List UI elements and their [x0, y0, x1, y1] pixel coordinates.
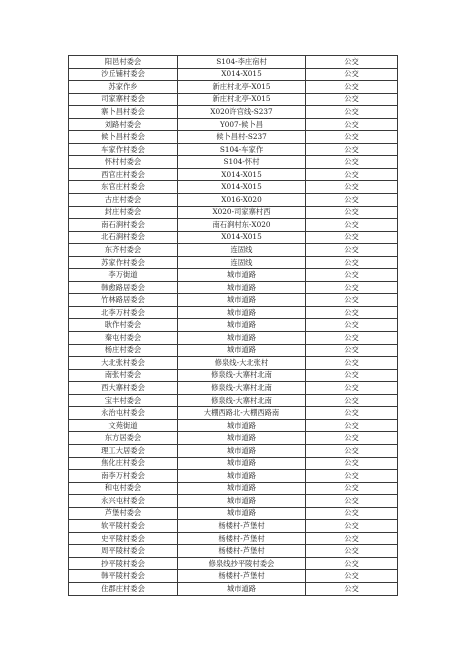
- route-cell: Y007-候卜昌: [178, 118, 306, 131]
- route-cell: X014-X015: [178, 168, 306, 181]
- village-committee-cell: 李万街道: [69, 269, 178, 282]
- table-row: [69, 369, 398, 382]
- table-row: [69, 181, 398, 194]
- transport-type-cell: 公交: [306, 444, 398, 457]
- route-cell: S104-李庄宿村: [178, 56, 306, 69]
- table-row: [69, 570, 398, 583]
- transport-type-cell: 公交: [306, 231, 398, 244]
- village-committee-cell: 理工大居委会: [69, 444, 178, 457]
- table-row: [69, 319, 398, 332]
- village-committee-cell: 南石涧村委会: [69, 219, 178, 232]
- village-committee-cell: 大北张村委会: [69, 357, 178, 370]
- village-committee-cell: 住郡庄村委会: [69, 582, 178, 595]
- transport-type-cell: 公交: [306, 156, 398, 169]
- transport-type-cell: 公交: [306, 570, 398, 583]
- transport-type-cell: 公交: [306, 68, 398, 81]
- village-committee-cell: 苏家作村委会: [69, 256, 178, 269]
- route-cell: 修泉线-大寨村北南: [178, 369, 306, 382]
- table-row: [69, 394, 398, 407]
- route-cell: X014-X015: [178, 181, 306, 194]
- table-row: [69, 244, 398, 257]
- transport-type-cell: 公交: [306, 344, 398, 357]
- table-row: [69, 495, 398, 508]
- village-committee-cell: 史平陵村委会: [69, 532, 178, 545]
- transport-type-cell: 公交: [306, 294, 398, 307]
- village-committee-cell: 耿作村委会: [69, 319, 178, 332]
- table-row: [69, 256, 398, 269]
- table-row: [69, 419, 398, 432]
- table-row: [69, 206, 398, 219]
- transport-type-cell: 公交: [306, 143, 398, 156]
- village-committee-cell: 司家寨村委会: [69, 93, 178, 106]
- village-committee-cell: 韩愈路居委会: [69, 281, 178, 294]
- route-cell: 城市道路: [178, 582, 306, 595]
- transport-type-cell: 公交: [306, 532, 398, 545]
- transport-type-cell: 公交: [306, 470, 398, 483]
- table-row: [69, 432, 398, 445]
- village-committee-cell: 苏家作乡: [69, 81, 178, 94]
- route-cell: 杨楼村-芦堡村: [178, 532, 306, 545]
- table-row: [69, 407, 398, 420]
- table-row: [69, 457, 398, 470]
- route-cell: 城市道路: [178, 294, 306, 307]
- table-row: [69, 532, 398, 545]
- transport-type-cell: 公交: [306, 369, 398, 382]
- transport-type-cell: 公交: [306, 520, 398, 533]
- transport-type-cell: 公交: [306, 419, 398, 432]
- route-cell: 杨楼村-芦堡村: [178, 520, 306, 533]
- village-committee-cell: 封庄村委会: [69, 206, 178, 219]
- transport-type-cell: 公交: [306, 194, 398, 207]
- village-committee-cell: 南李万村委会: [69, 470, 178, 483]
- route-cell: 城市道路: [178, 332, 306, 345]
- table-row: [69, 168, 398, 181]
- transport-type-cell: 公交: [306, 457, 398, 470]
- table-row: [69, 357, 398, 370]
- village-committee-cell: 东方居委会: [69, 432, 178, 445]
- transport-type-cell: 公交: [306, 56, 398, 69]
- village-committee-cell: 芦堡村委会: [69, 507, 178, 520]
- village-committee-cell: 竹林路居委会: [69, 294, 178, 307]
- table-row: [69, 281, 398, 294]
- route-cell: S104-怀村: [178, 156, 306, 169]
- route-cell: 修泉线-大寨村北南: [178, 382, 306, 395]
- transport-type-cell: 公交: [306, 495, 398, 508]
- village-committee-cell: 怀村村委会: [69, 156, 178, 169]
- transport-type-cell: 公交: [306, 131, 398, 144]
- transport-type-cell: 公交: [306, 507, 398, 520]
- route-cell: S104-车家作: [178, 143, 306, 156]
- village-committee-cell: 东齐村委会: [69, 244, 178, 257]
- village-committee-cell: 候卜昌村委会: [69, 131, 178, 144]
- route-cell: 连固线: [178, 244, 306, 257]
- transport-type-cell: 公交: [306, 168, 398, 181]
- village-committee-cell: 车家作村委会: [69, 143, 178, 156]
- transport-type-cell: 公交: [306, 93, 398, 106]
- village-committee-cell: 永治屯村委会: [69, 407, 178, 420]
- table-row: [69, 545, 398, 558]
- table-row: [69, 507, 398, 520]
- table-row: [69, 482, 398, 495]
- village-committee-cell: 寨卜昌村委会: [69, 106, 178, 119]
- route-cell: 杨楼村-芦堡村: [178, 570, 306, 583]
- transport-type-cell: 公交: [306, 332, 398, 345]
- route-cell: 修泉线-大寨村北南: [178, 394, 306, 407]
- transport-type-cell: 公交: [306, 118, 398, 131]
- table-row: [69, 582, 398, 595]
- village-committee-cell: 宝丰村委会: [69, 394, 178, 407]
- route-table: [68, 55, 398, 596]
- route-cell: 新庄村北亭-X015: [178, 93, 306, 106]
- route-cell: 杨楼村-芦堡村: [178, 545, 306, 558]
- transport-type-cell: 公交: [306, 545, 398, 558]
- route-cell: X016-X020: [178, 194, 306, 207]
- transport-type-cell: 公交: [306, 394, 398, 407]
- transport-type-cell: 公交: [306, 482, 398, 495]
- route-cell: 城市道路: [178, 495, 306, 508]
- route-cell: 城市道路: [178, 470, 306, 483]
- route-cell: 城市道路: [178, 507, 306, 520]
- transport-type-cell: 公交: [306, 106, 398, 119]
- village-committee-cell: 阳邑村委会: [69, 56, 178, 69]
- village-committee-cell: 西大寨村委会: [69, 382, 178, 395]
- transport-type-cell: 公交: [306, 319, 398, 332]
- transport-type-cell: 公交: [306, 432, 398, 445]
- village-committee-cell: 北石涧村委会: [69, 231, 178, 244]
- route-cell: 连固线: [178, 256, 306, 269]
- table-row: [69, 156, 398, 169]
- route-cell: 城市道路: [178, 457, 306, 470]
- transport-type-cell: 公交: [306, 306, 398, 319]
- village-committee-cell: 沙丘铺村委会: [69, 68, 178, 81]
- table-row: [69, 332, 398, 345]
- table-row: [69, 344, 398, 357]
- route-cell: 城市道路: [178, 444, 306, 457]
- village-committee-cell: 古庄村委会: [69, 194, 178, 207]
- route-cell: 大棚西路北-大棚西路南: [178, 407, 306, 420]
- transport-type-cell: 公交: [306, 219, 398, 232]
- transport-type-cell: 公交: [306, 181, 398, 194]
- transport-type-cell: 公交: [306, 269, 398, 282]
- route-cell: 城市道路: [178, 269, 306, 282]
- route-cell: 新庄村北亭-X015: [178, 81, 306, 94]
- route-cell: X014-X015: [178, 231, 306, 244]
- table-row: [69, 219, 398, 232]
- route-cell: 南石涧村东-X020: [178, 219, 306, 232]
- village-committee-cell: 杨庄村委会: [69, 344, 178, 357]
- transport-type-cell: 公交: [306, 557, 398, 570]
- village-committee-cell: 韩平陵村委会: [69, 570, 178, 583]
- transport-type-cell: 公交: [306, 357, 398, 370]
- table-row: [69, 306, 398, 319]
- village-committee-cell: 和屯村委会: [69, 482, 178, 495]
- table-row: [69, 143, 398, 156]
- route-cell: 城市道路: [178, 281, 306, 294]
- table-row: [69, 68, 398, 81]
- table-row: [69, 231, 398, 244]
- village-committee-cell: 东官庄村委会: [69, 181, 178, 194]
- village-committee-cell: 周平陵村委会: [69, 545, 178, 558]
- route-cell: X020-司家寨村西: [178, 206, 306, 219]
- village-committee-cell: 永兴屯村委会: [69, 495, 178, 508]
- table-row: [69, 194, 398, 207]
- transport-type-cell: 公交: [306, 81, 398, 94]
- table-body: [69, 56, 398, 596]
- route-cell: 城市道路: [178, 419, 306, 432]
- table-row: [69, 131, 398, 144]
- table-row: [69, 269, 398, 282]
- route-cell: 城市道路: [178, 344, 306, 357]
- table-row: [69, 93, 398, 106]
- transport-type-cell: 公交: [306, 281, 398, 294]
- transport-type-cell: 公交: [306, 382, 398, 395]
- route-cell: 修泉线抄平陵村委会: [178, 557, 306, 570]
- table-row: [69, 444, 398, 457]
- village-committee-cell: 南张村委会: [69, 369, 178, 382]
- village-committee-cell: 西官庄村委会: [69, 168, 178, 181]
- table-row: [69, 294, 398, 307]
- transport-type-cell: 公交: [306, 206, 398, 219]
- village-committee-cell: 刘路村委会: [69, 118, 178, 131]
- table-row: [69, 106, 398, 119]
- route-cell: 城市道路: [178, 482, 306, 495]
- village-committee-cell: 软平陵村委会: [69, 520, 178, 533]
- village-committee-cell: 焦化庄村委会: [69, 457, 178, 470]
- route-cell: 城市道路: [178, 319, 306, 332]
- table-row: [69, 382, 398, 395]
- route-cell: 城市道路: [178, 432, 306, 445]
- village-committee-cell: 北李万村委会: [69, 306, 178, 319]
- table-row: [69, 470, 398, 483]
- route-cell: X020许官线-S237: [178, 106, 306, 119]
- table-row: [69, 81, 398, 94]
- table-row: [69, 118, 398, 131]
- table-row: [69, 56, 398, 69]
- table-row: [69, 520, 398, 533]
- table-row: [69, 557, 398, 570]
- transport-type-cell: 公交: [306, 407, 398, 420]
- transport-type-cell: 公交: [306, 582, 398, 595]
- route-cell: 城市道路: [178, 306, 306, 319]
- transport-type-cell: 公交: [306, 256, 398, 269]
- transport-type-cell: 公交: [306, 244, 398, 257]
- route-cell: X014-X015: [178, 68, 306, 81]
- village-committee-cell: 秦屯村委会: [69, 332, 178, 345]
- village-committee-cell: 抄平陵村委会: [69, 557, 178, 570]
- route-cell: 修泉线-大北张村: [178, 357, 306, 370]
- route-cell: 候卜昌村-S237: [178, 131, 306, 144]
- village-committee-cell: 文苑街道: [69, 419, 178, 432]
